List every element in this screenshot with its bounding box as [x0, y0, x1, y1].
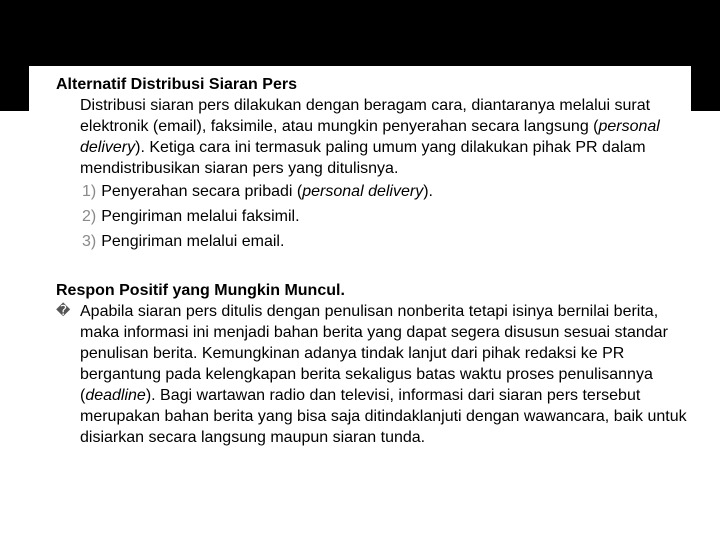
paragraph-text: Distribusi siaran pers dilakukan dengan beragam cara, diantaranya melalui surat elektronik (email), faksimile, atau mungkin penyerahan secara langsung (	[80, 97, 651, 135]
slide-left-black-band	[0, 66, 29, 111]
list-number: 1)	[82, 183, 97, 200]
paragraph-text: ). Bagi wartawan radio dan televisi, informasi dari siaran pers tersebut merupakan bahan berita yang bisa saja ditindaklanjuti dengan wawancara, baik untuk disiarkan secara langsung maupun siaran tunda.	[80, 387, 687, 446]
list-item-text: Pengiriman melalui email.	[101, 233, 285, 250]
list-item	[82, 207, 692, 227]
response-bullet-item	[56, 301, 692, 448]
slide-right-black-band	[691, 66, 720, 111]
section-title-distribution: Alternatif Distribusi Siaran Pers	[56, 76, 297, 93]
list-item-emphasis: personal delivery	[302, 183, 424, 200]
list-item	[82, 232, 692, 252]
section-spacer	[56, 257, 692, 280]
section-title-response: Respon Positif yang Mungkin Muncul.	[56, 282, 345, 299]
paragraph-text: Apabila siaran pers ditulis dengan penulisan nonberita tetapi isinya bernilai berita, maka informasi ini menjadi bahan berita yang dapat segera disusun sesuai standar penulisan berita. Kemungkinan adanya tindak lanjut dari pihak redaksi ke PR bergantung pada kelengkapan berita sekaligus batas waktu proses penulisannya (	[80, 303, 668, 404]
paragraph-text: ). Ketiga cara ini termasuk paling umum yang dilakukan pihak PR dalam mendistribusikan siaran pers yang ditulisnya.	[80, 139, 646, 177]
list-number: 3)	[82, 233, 97, 250]
distribution-paragraph	[56, 95, 692, 179]
list-item-text: Pengiriman melalui faksimil.	[101, 208, 300, 225]
slide-top-black-band	[0, 0, 720, 66]
list-item-text: ).	[423, 183, 433, 200]
bullet-glyph-icon: �	[56, 303, 71, 319]
list-item-text: Penyerahan secara pribadi (	[101, 183, 303, 200]
response-paragraph	[80, 301, 692, 448]
list-item	[82, 182, 692, 202]
list-number: 2)	[82, 208, 97, 225]
slide-content	[56, 74, 692, 448]
distribution-methods-list	[56, 182, 692, 252]
paragraph-emphasis: deadline	[85, 387, 146, 404]
paragraph-emphasis: personal delivery	[80, 118, 660, 156]
